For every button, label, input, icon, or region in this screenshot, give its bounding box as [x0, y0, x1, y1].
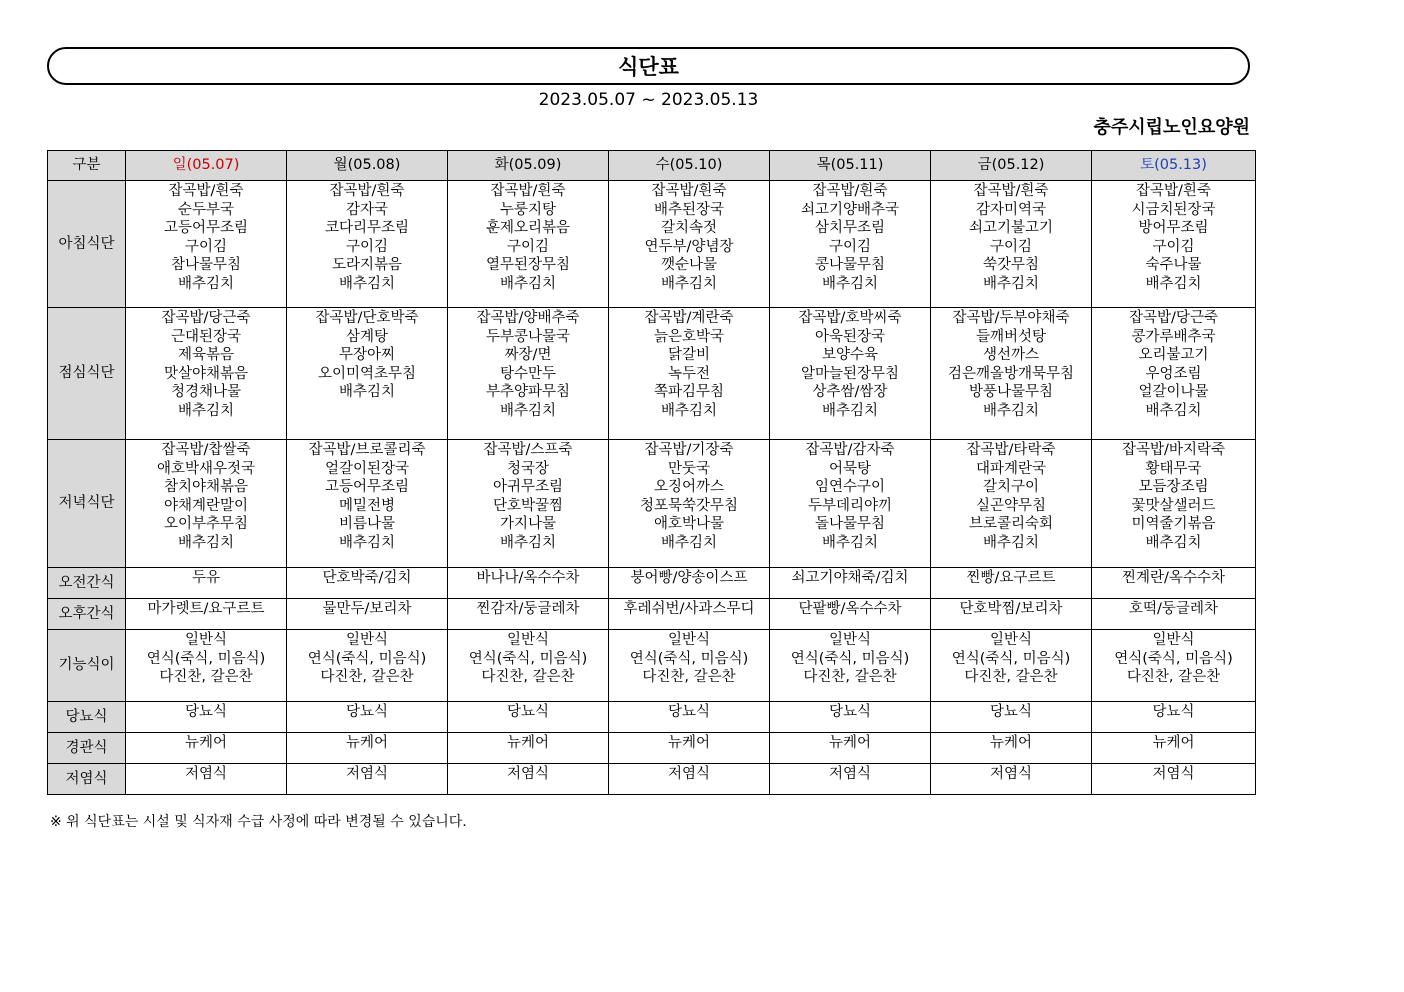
menu-item: 아욱된장국	[814, 328, 886, 345]
footnote: ※ 위 식단표는 시설 및 식자재 수급 사정에 따라 변경될 수 있습니다.	[50, 814, 467, 830]
day-header-saturday: 토(05.13)	[1092, 151, 1256, 181]
menu-item: 우엉조림	[1145, 365, 1202, 382]
menu-item: 잡곡밥/스프죽	[483, 442, 573, 458]
menu-item: 당뇨식	[828, 704, 872, 720]
menu-item: 임연수구이	[814, 479, 886, 496]
menu-item: 얼갈이된장국	[324, 460, 410, 477]
menu-cell	[287, 181, 448, 308]
row-label: 아침식단	[48, 181, 126, 308]
menu-cell	[448, 764, 609, 795]
menu-item: 오징어까스	[653, 479, 725, 496]
menu-item: 방풍나물무침	[968, 384, 1054, 401]
menu-item: 깻순나물	[660, 257, 718, 274]
menu-cell	[931, 308, 1092, 440]
menu-item: 배추김치	[982, 534, 1040, 551]
menu-cell	[770, 630, 931, 702]
menu-cell	[1092, 764, 1256, 795]
menu-item: 쇠고기불고기	[968, 220, 1054, 237]
menu-cell	[1092, 568, 1256, 599]
menu-item: 돌나물무침	[814, 516, 886, 533]
menu-item: 메밀전병	[338, 497, 396, 514]
menu-cell	[126, 181, 287, 308]
menu-item: 오이미역초무침	[317, 365, 417, 382]
menu-item: 다진찬, 갈은찬	[159, 669, 253, 686]
menu-item: 잡곡밥/당근죽	[161, 310, 251, 326]
menu-cell	[1092, 440, 1256, 568]
day-header-sunday: 일(05.07)	[126, 151, 287, 181]
menu-cell	[931, 181, 1092, 308]
menu-item: 삼치무조림	[814, 220, 886, 237]
menu-item: 잡곡밥/브로콜리죽	[308, 442, 426, 458]
menu-cell	[770, 181, 931, 308]
menu-item: 잡곡밥/두부야채죽	[952, 310, 1070, 326]
menu-item: 쇠고기양배추국	[800, 201, 900, 218]
menu-item: 잡곡밥/흰죽	[490, 183, 566, 199]
menu-item: 미역줄기볶음	[1131, 516, 1216, 533]
menu-item: 아귀무조림	[492, 479, 564, 496]
menu-item: 맛살야채볶음	[163, 365, 249, 382]
menu-item: 다진찬, 갈은찬	[803, 669, 897, 686]
menu-item: 황태무국	[1145, 460, 1202, 477]
menu-item: 닭갈비	[667, 347, 711, 364]
menu-item: 후레쉬번/사과스무디	[623, 601, 755, 617]
menu-item: 일반식	[667, 632, 711, 648]
menu-item: 잡곡밥/흰죽	[812, 183, 888, 199]
menu-cell	[448, 181, 609, 308]
menu-item: 일반식	[1152, 632, 1195, 648]
menu-cell	[931, 630, 1092, 702]
menu-item: 당뇨식	[184, 704, 228, 720]
menu-item: 잡곡밥/흰죽	[973, 183, 1049, 199]
menu-row-low-sodium	[48, 764, 1256, 795]
menu-cell	[126, 733, 287, 764]
menu-item: 훈제오리볶음	[485, 220, 571, 237]
menu-item: 콩나물무침	[814, 257, 886, 274]
menu-item: 일반식	[506, 632, 550, 648]
menu-cell	[126, 764, 287, 795]
menu-item: 일반식	[989, 632, 1033, 648]
menu-item: 참치야채볶음	[163, 479, 249, 496]
menu-item: 얼갈이나물	[1138, 384, 1209, 401]
menu-item: 구이김	[506, 238, 550, 255]
menu-item: 잡곡밥/감자죽	[805, 442, 895, 458]
menu-item: 제육볶음	[177, 347, 235, 364]
menu-item: 무장아찌	[338, 347, 396, 364]
menu-item: 저염식	[989, 766, 1033, 782]
menu-item: 애호박나물	[653, 516, 725, 533]
menu-item: 비름나물	[338, 516, 396, 533]
menu-cell	[287, 733, 448, 764]
menu-cell	[448, 308, 609, 440]
menu-item: 배추김치	[821, 275, 879, 292]
menu-cell	[770, 308, 931, 440]
menu-cell	[287, 568, 448, 599]
menu-cell	[126, 599, 287, 630]
menu-item: 배추김치	[338, 275, 396, 292]
menu-item: 잡곡밥/흰죽	[168, 183, 244, 199]
day-header-friday: 금(05.12)	[931, 151, 1092, 181]
menu-item: 배추김치	[982, 402, 1040, 419]
menu-item: 방어무조림	[1138, 220, 1209, 237]
menu-item: 뉴케어	[667, 735, 711, 751]
menu-item: 저염식	[828, 766, 872, 782]
menu-item: 호떡/둥글레차	[1129, 601, 1218, 617]
menu-item: 숙주나물	[1145, 257, 1202, 274]
menu-cell	[287, 702, 448, 733]
menu-row-tube-feeding	[48, 733, 1256, 764]
menu-item: 쪽파김무침	[653, 384, 725, 401]
menu-cell	[448, 630, 609, 702]
menu-item: 찐계란/옥수수차	[1122, 570, 1225, 586]
menu-item: 누룽지탕	[499, 201, 557, 218]
menu-item: 만둣국	[667, 460, 711, 477]
menu-item: 단호박찜/보리차	[959, 601, 1063, 617]
menu-item: 순두부국	[177, 201, 235, 218]
menu-cell	[609, 440, 770, 568]
menu-item: 당뇨식	[345, 704, 389, 720]
menu-item: 시금치된장국	[1131, 201, 1216, 218]
menu-cell	[609, 733, 770, 764]
menu-cell	[609, 568, 770, 599]
menu-item: 모듬장조림	[1138, 479, 1209, 496]
menu-item: 녹두전	[667, 365, 711, 382]
menu-cell	[609, 308, 770, 440]
menu-item: 잡곡밥/양배추죽	[476, 310, 580, 326]
menu-cell	[1092, 630, 1256, 702]
menu-cell	[287, 440, 448, 568]
menu-item: 배추김치	[982, 275, 1040, 292]
menu-item: 감자미역국	[975, 201, 1047, 218]
menu-item: 붕어빵/양송이스프	[630, 570, 748, 586]
menu-item: 찐감자/둥글레차	[476, 601, 580, 617]
menu-cell	[1092, 599, 1256, 630]
menu-item: 배추김치	[177, 402, 235, 419]
menu-cell	[1092, 181, 1256, 308]
menu-item: 잡곡밥/흰죽	[651, 183, 727, 199]
menu-item: 쇠고기야채죽/김치	[791, 570, 909, 586]
menu-item: 뉴케어	[828, 735, 872, 751]
menu-cell	[448, 440, 609, 568]
menu-cell	[126, 568, 287, 599]
menu-item: 배추김치	[499, 402, 557, 419]
menu-item: 잡곡밥/당근죽	[1129, 310, 1218, 326]
menu-item: 잡곡밥/흰죽	[329, 183, 405, 199]
menu-item: 들깨버섯탕	[975, 328, 1047, 345]
menu-item: 고등어무조림	[324, 479, 410, 496]
row-label: 저염식	[48, 764, 126, 795]
menu-item: 두부콩나물국	[485, 328, 571, 345]
menu-item: 구이김	[184, 238, 228, 255]
menu-item: 연식(죽식, 미음식)	[629, 650, 749, 667]
menu-item: 코다리무조림	[324, 220, 410, 237]
menu-item: 구이김	[989, 238, 1033, 255]
menu-item: 잡곡밥/타락죽	[966, 442, 1056, 458]
menu-item: 배추김치	[177, 534, 235, 551]
page-title-frame	[47, 47, 1250, 85]
menu-item: 탕수만두	[499, 365, 557, 382]
menu-cell	[1092, 733, 1256, 764]
menu-cell	[287, 308, 448, 440]
menu-cell	[609, 599, 770, 630]
menu-item: 청국장	[506, 460, 550, 477]
menu-item: 배추김치	[1145, 275, 1202, 292]
menu-cell	[126, 702, 287, 733]
menu-item: 저염식	[1152, 766, 1195, 782]
menu-item: 도라지볶음	[331, 257, 403, 274]
menu-cell	[1092, 308, 1256, 440]
row-label: 오후간식	[48, 599, 126, 630]
menu-cell	[770, 702, 931, 733]
menu-item: 구이김	[345, 238, 389, 255]
menu-item: 다진찬, 갈은찬	[481, 669, 575, 686]
menu-row-lunch	[48, 308, 1256, 440]
menu-cell	[1092, 702, 1256, 733]
menu-cell	[770, 568, 931, 599]
menu-item: 배추김치	[660, 275, 718, 292]
menu-item: 삼계탕	[345, 328, 389, 345]
menu-item: 저염식	[667, 766, 711, 782]
menu-item: 상추쌈/쌈장	[812, 384, 888, 401]
menu-item: 갈치속젓	[660, 220, 718, 237]
menu-item: 잡곡밥/호박씨죽	[798, 310, 902, 326]
row-label: 저녁식단	[48, 440, 126, 568]
menu-item: 두부데리야끼	[807, 497, 893, 514]
menu-cell	[126, 440, 287, 568]
menu-item: 뉴케어	[989, 735, 1033, 751]
menu-item: 일반식	[184, 632, 228, 648]
row-label: 기능식이	[48, 630, 126, 702]
menu-item: 단호박죽/김치	[322, 570, 412, 586]
menu-item: 배추김치	[177, 275, 235, 292]
menu-item: 다진찬, 갈은찬	[964, 669, 1058, 686]
menu-body	[48, 181, 1256, 795]
menu-cell	[770, 733, 931, 764]
menu-item: 배추김치	[660, 402, 718, 419]
menu-item: 당뇨식	[506, 704, 550, 720]
menu-item: 물만두/보리차	[322, 601, 412, 617]
menu-item: 다진찬, 갈은찬	[320, 669, 414, 686]
menu-item: 찐빵/요구르트	[966, 570, 1056, 586]
menu-item: 부추양파무침	[485, 384, 571, 401]
menu-item: 고등어무조림	[163, 220, 249, 237]
day-header-row	[48, 151, 1256, 181]
menu-row-afternoon-snack	[48, 599, 1256, 630]
menu-row-morning-snack	[48, 568, 1256, 599]
menu-item: 연식(죽식, 미음식)	[951, 650, 1071, 667]
menu-item: 연식(죽식, 미음식)	[790, 650, 910, 667]
menu-row-functional-diet	[48, 630, 1256, 702]
menu-item: 알마늘된장무침	[800, 365, 900, 382]
menu-item: 당뇨식	[1152, 704, 1195, 720]
menu-cell	[287, 599, 448, 630]
menu-cell	[931, 568, 1092, 599]
menu-item: 바나나/옥수수차	[476, 570, 580, 586]
menu-cell	[448, 702, 609, 733]
menu-item: 저염식	[345, 766, 389, 782]
menu-cell	[609, 181, 770, 308]
menu-item: 뉴케어	[1152, 735, 1195, 751]
menu-row-diabetic-diet	[48, 702, 1256, 733]
menu-cell	[931, 440, 1092, 568]
menu-item: 실곤약무침	[975, 497, 1047, 514]
menu-item: 근대된장국	[170, 328, 242, 345]
menu-item: 당뇨식	[667, 704, 711, 720]
menu-cell	[609, 764, 770, 795]
menu-item: 뉴케어	[345, 735, 389, 751]
page-title: 식단표	[618, 55, 679, 79]
menu-cell	[448, 599, 609, 630]
menu-item: 배추김치	[499, 534, 557, 551]
menu-item: 배추김치	[499, 275, 557, 292]
menu-item: 잡곡밥/바지락죽	[1122, 442, 1225, 458]
menu-item: 두유	[191, 570, 220, 586]
menu-item: 다진찬, 갈은찬	[642, 669, 736, 686]
menu-cell	[126, 630, 287, 702]
menu-item: 늙은호박국	[653, 328, 725, 345]
menu-item: 야채계란말이	[163, 497, 249, 514]
menu-item: 열무된장무침	[485, 257, 571, 274]
menu-item: 연식(죽식, 미음식)	[468, 650, 588, 667]
menu-item: 청경채나물	[170, 384, 242, 401]
menu-item: 감자국	[345, 201, 389, 218]
menu-item: 구이김	[1152, 238, 1195, 255]
menu-cell	[931, 733, 1092, 764]
menu-item: 단팥빵/옥수수차	[798, 601, 902, 617]
menu-item: 콩가루배추국	[1131, 328, 1216, 345]
menu-item: 생선까스	[982, 347, 1040, 364]
menu-period: 2023.05.07 ~ 2023.05.13	[538, 90, 759, 110]
menu-item: 구이김	[828, 238, 872, 255]
menu-item: 잡곡밥/찹쌀죽	[161, 442, 251, 458]
menu-item: 잡곡밥/계란죽	[644, 310, 734, 326]
day-header-monday: 월(05.08)	[287, 151, 448, 181]
row-label: 당뇨식	[48, 702, 126, 733]
menu-item: 연두부/양념장	[644, 238, 734, 255]
menu-cell	[931, 702, 1092, 733]
menu-table	[47, 150, 1256, 795]
menu-item: 짜장/면	[504, 347, 552, 364]
menu-item: 대파계란국	[975, 460, 1047, 477]
menu-item: 꽃맛살샐러드	[1131, 497, 1216, 514]
menu-item: 배추김치	[1145, 402, 1202, 419]
menu-cell	[609, 702, 770, 733]
menu-cell	[287, 764, 448, 795]
menu-item: 연식(죽식, 미음식)	[307, 650, 427, 667]
day-header-wednesday: 수(05.10)	[609, 151, 770, 181]
menu-item: 뉴케어	[506, 735, 550, 751]
menu-cell	[770, 440, 931, 568]
menu-item: 청포묵쑥갓무침	[639, 497, 739, 514]
menu-item: 배추김치	[821, 402, 879, 419]
menu-cell	[770, 764, 931, 795]
menu-cell	[448, 568, 609, 599]
menu-cell	[609, 630, 770, 702]
menu-item: 오리불고기	[1138, 347, 1209, 364]
menu-cell	[287, 630, 448, 702]
row-label: 경관식	[48, 733, 126, 764]
menu-item: 연식(죽식, 미음식)	[1114, 650, 1233, 667]
menu-cell	[770, 599, 931, 630]
menu-item: 잡곡밥/흰죽	[1136, 183, 1211, 199]
menu-cell	[931, 599, 1092, 630]
corner-header: 구분	[48, 151, 126, 181]
menu-item: 검은깨올방개묵무침	[947, 365, 1075, 382]
menu-item: 배추김치	[1145, 534, 1202, 551]
menu-item: 어묵탕	[828, 460, 872, 477]
menu-item: 가지나물	[499, 516, 557, 533]
menu-item: 잡곡밥/기장죽	[644, 442, 734, 458]
menu-cell	[931, 764, 1092, 795]
menu-item: 저염식	[506, 766, 550, 782]
menu-item: 저염식	[184, 766, 228, 782]
row-label: 점심식단	[48, 308, 126, 440]
menu-item: 브로콜리숙회	[968, 516, 1054, 533]
menu-item: 보양수육	[821, 347, 879, 364]
organization-name: 충주시립노인요양원	[1093, 117, 1250, 138]
menu-item: 배추김치	[338, 384, 396, 401]
menu-cell	[126, 308, 287, 440]
menu-item: 쑥갓무침	[982, 257, 1040, 274]
menu-item: 당뇨식	[989, 704, 1033, 720]
menu-item: 배추된장국	[653, 201, 725, 218]
menu-row-breakfast	[48, 181, 1256, 308]
menu-item: 뉴케어	[184, 735, 228, 751]
menu-item: 다진찬, 갈은찬	[1126, 669, 1221, 686]
menu-item: 일반식	[345, 632, 389, 648]
menu-item: 마가렛트/요구르트	[147, 601, 265, 617]
menu-cell	[448, 733, 609, 764]
menu-item: 배추김치	[821, 534, 879, 551]
menu-item: 잡곡밥/단호박죽	[315, 310, 419, 326]
menu-item: 갈치구이	[982, 479, 1040, 496]
menu-item: 배추김치	[338, 534, 396, 551]
menu-item: 애호박새우젓국	[156, 460, 256, 477]
menu-item: 배추김치	[660, 534, 718, 551]
day-header-tuesday: 화(05.09)	[448, 151, 609, 181]
day-header-thursday: 목(05.11)	[770, 151, 931, 181]
menu-item: 참나물무침	[170, 257, 242, 274]
menu-item: 오이부추무침	[163, 516, 249, 533]
menu-item: 단호박꿀찜	[492, 497, 564, 514]
menu-item: 일반식	[828, 632, 872, 648]
menu-row-dinner	[48, 440, 1256, 568]
row-label: 오전간식	[48, 568, 126, 599]
menu-item: 연식(죽식, 미음식)	[146, 650, 266, 667]
